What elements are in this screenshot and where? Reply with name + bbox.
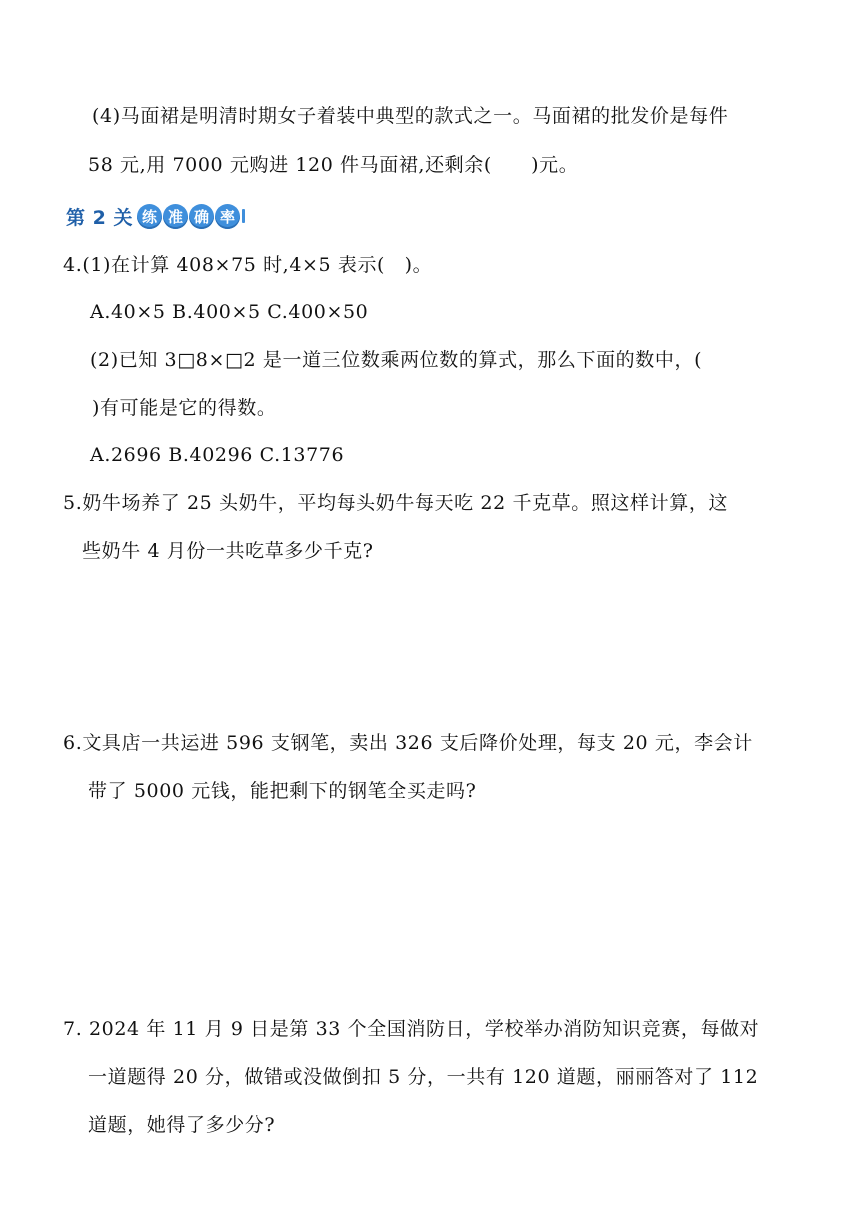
- q6-line1: 6.文具店一共运进 596 支钢笔，卖出 326 支后降价处理，每支 20 元，李会计: [63, 732, 753, 754]
- q3-part4-line2: 58 元,用 7000 元购进 120 件马面裙,还剩余( )元。: [88, 154, 579, 176]
- section-title-char: 率: [215, 204, 240, 229]
- q7-line2: 一道题得 20 分，做错或没做倒扣 5 分，一共有 120 道题，丽丽答对了 112: [88, 1066, 759, 1088]
- q5-line1: 5.奶牛场养了 25 头奶牛，平均每头奶牛每天吃 22 千克草。照这样计算，这: [63, 492, 729, 514]
- q4-part2-line2: )有可能是它的得数。: [92, 397, 277, 419]
- q4-part2-options: A.2696 B.40296 C.13776: [90, 444, 345, 466]
- q3-part4-line1: (4)马面裙是明清时期女子着装中典型的款式之一。马面裙的批发价是每件: [92, 105, 729, 127]
- section-decoration: [242, 209, 245, 223]
- q6-line2: 带了 5000 元钱，能把剩下的钢笔全买走吗?: [88, 780, 477, 802]
- q7-line1: 7. 2024 年 11 月 9 日是第 33 个全国消防日，学校举办消防知识竞赛，每做对: [63, 1018, 760, 1040]
- q4-part1: 4.(1)在计算 408×75 时,4×5 表示( )。: [63, 254, 433, 276]
- section-header: [66, 201, 245, 231]
- q7-line3: 道题，她得了多少分?: [88, 1114, 276, 1136]
- section-title-bubbles: [137, 204, 245, 229]
- q5-line2: 些奶牛 4 月份一共吃草多少千克?: [82, 540, 374, 562]
- section-title-char: 练: [137, 204, 162, 229]
- q4-part1-options: A.40×5 B.400×5 C.400×50: [90, 301, 369, 323]
- section-title-char: 确: [189, 204, 214, 229]
- section-label: 第 2 关: [66, 206, 133, 229]
- section-title-char: 准: [163, 204, 188, 229]
- q4-part2-line1: (2)已知 3□8×□2 是一道三位数乘两位数的算式，那么下面的数中，(: [90, 349, 703, 371]
